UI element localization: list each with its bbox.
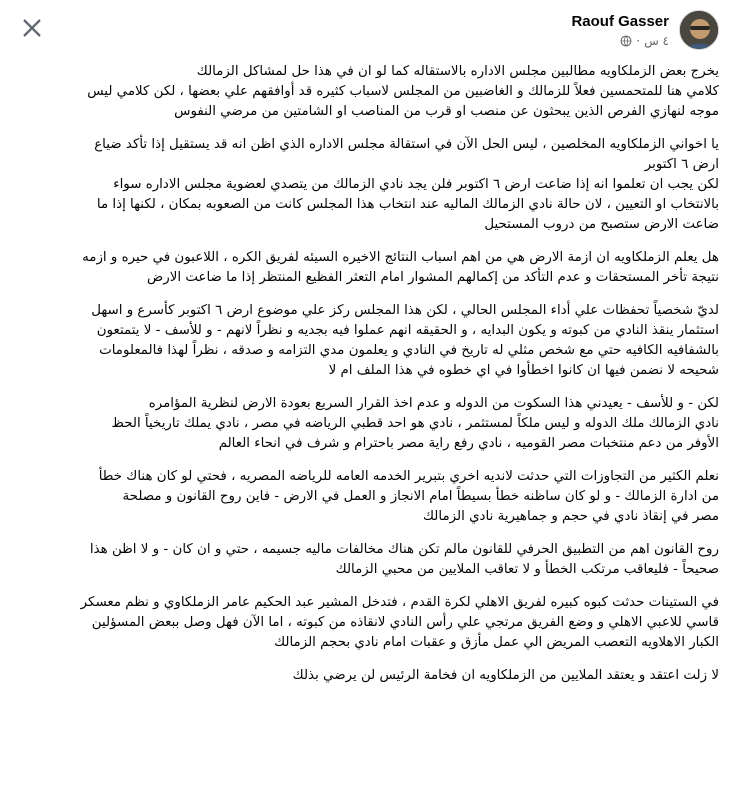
post-text-line: لا زلت اعتقد و يعتقد الملايين من الزملكاويه ان فخامة الرئيس لن يرضي بذلك (292, 668, 719, 683)
post-text-line: في الستينات حدثت كبوه كبيره لفريق الاهلي لكرة القدم ، فتدخل المشير عبد الحكيم عامر الزملكاوي و نظم معسكر (80, 595, 719, 610)
post-text-line: قاسي للاعبي الاهلي و وضع الفريق مرتجي علي رأس النادي لانقاذه من كبوته ، اما الآن فهل وصل ببعض المسؤلين (91, 615, 719, 630)
post-text-line: شحيحه لا نضمن فيها ان كانوا اخطأوا في اي خطوه في هذا الملف ام لا (328, 363, 719, 378)
post-text-line: لديّ شخصياً تحفظات علي أداء المجلس الحالي ، لكن هذا المجلس ركز علي موضوع ارض ٦ اكتوبر كأسرع و اسهل (91, 303, 719, 318)
post-paragraph (10, 540, 719, 580)
post-paragraph (10, 301, 719, 381)
post-text-line: كلامي هنا للمتحمسين فعلاً للزمالك و الغاضبين من المجلس لاسباب كثيره قد أوافقهم علي بعضها ، لكن كلامي ليس (87, 84, 719, 99)
post-text-line: لكن يجب ان تعلموا انه إذا ضاعت ارض ٦ اكتوبر فلن يجد نادي الزمالك من يتصدي لعضوية مجلس الاداره سواء (113, 177, 719, 192)
post-text-line: ضاعت الارض ستصبح من دروب المستحيل (484, 217, 719, 232)
globe-icon[interactable] (620, 35, 632, 47)
post-text-line: مصر في إنقاذ نادي في حجم و جماهيرية نادي الزمالك (423, 509, 719, 524)
post-text-line: نعلم الكثير من التجاوزات التي حدثت لانديه اخري بتبرير الخدمه العامه للرياضه المصريه ، فحتي لو كان هناك خطأ (98, 469, 719, 484)
post-paragraph (10, 135, 719, 235)
author-name[interactable]: Raouf Gasser (571, 12, 669, 30)
post-text-line: الكبار الاهلاويه التعصب المريض الي عمل مأزق و عقبات امام نادي بحجم الزمالك (274, 635, 719, 650)
post-text-line: روح القانون اهم من التطبيق الحرفي للقانون مالم تكن هناك مخالفات ماليه جسيمه ، حتي و ان كان - و لا اظن هذا (89, 542, 719, 557)
close-button[interactable] (12, 8, 52, 48)
post-text-line: صحيحاً - فليعاقب مرتكب الخطأ و لا تعاقب الملايين من محبي الزمالك (335, 562, 719, 577)
post-text-line: لكن - و للأسف - يعيدني هذا السكوت من الدوله و عدم اخذ القرار السريع بعودة الارض لنظرية المؤامره (148, 396, 719, 411)
post-paragraph (10, 248, 719, 288)
post-timestamp[interactable]: ٤ س (644, 33, 669, 48)
post-text-line: نتيجة تأخر المستحقات و عدم التأكد من إكمالهم المشوار امام التعثر الفظيع المنتظر إذا ما ضاعت الارض (147, 270, 719, 285)
post-text-line: بالشفافيه الكافيه حتي مع شخص مثلي له تاريخ في النادي و يعلمون مدي التزامه و صدقه ، نظراً لهذا فالمعلومات (99, 343, 719, 358)
post-paragraph (10, 62, 719, 122)
post-paragraph (10, 593, 719, 653)
avatar[interactable] (679, 10, 719, 50)
post-text-line: ارض ٦ اكتوبر (644, 157, 719, 172)
author-meta (571, 12, 669, 49)
post-paragraph (10, 666, 719, 686)
post-body (10, 62, 719, 699)
post-paragraph (10, 467, 719, 527)
post-text-line: موجه لنهازي الفرص الذين يبحثون عن منصب او قرب من المناصب او الشامتين من مرضي النفوس (174, 104, 719, 119)
meta-separator: · (636, 33, 641, 48)
post-header (571, 4, 719, 56)
close-icon (21, 17, 43, 39)
post-text-line: هل يعلم الزملكاويه ان ازمة الارض هي من اهم اسباب النتائج الاخيره السيئه لفريق الكره ، اللاعبون في حيره و ازمه (82, 250, 719, 265)
post-text-line: الأوفر من دعم منتخبات مصر القوميه ، نادي رفع راية مصر باحترام و شرف في انحاء العالم (218, 436, 719, 451)
post-paragraph (10, 394, 719, 454)
post-text-line: من ادارة الزمالك - و لو كان ساظنه خطأ بسيطاً امام الانجاز و العمل في الارض - فاين روح القانون و مصلحة (122, 489, 719, 504)
post-text-line: يخرج بعض الزملكاويه مطالبين مجلس الاداره بالاستقاله كما لو ان في هذا حل لمشاكل الزمالك (196, 64, 719, 79)
post-text-line: استثمار ينقذ النادي من كبوته و يكون البدايه ، و الحقيقه انهم عملوا فيه بجديه و نظراً لانهم - و للأسف - لا يتمتعون (96, 323, 719, 338)
post-text-line: يا اخواني الزملكاويه المخلصين ، ليس الحل الآن في استقالة مجلس الاداره الذي اظن انه قد يستقيل إذا تأكد ضياع (94, 137, 719, 152)
post-meta (620, 33, 669, 49)
post-text-line: بالانتخاب او التعيين ، لان حالة نادي الزمالك الماليه عند انتخاب هذا المجلس كانت من الصعوبه بمكان ، لكنها إذا ما (96, 197, 719, 212)
post-text-line: نادي الزمالك ملك الدوله و ليس ملكاً لمستثمر ، نادي هو احد قطبي الرياضه في مصر ، نادي يملك تاريخياً الحظ (111, 416, 719, 431)
